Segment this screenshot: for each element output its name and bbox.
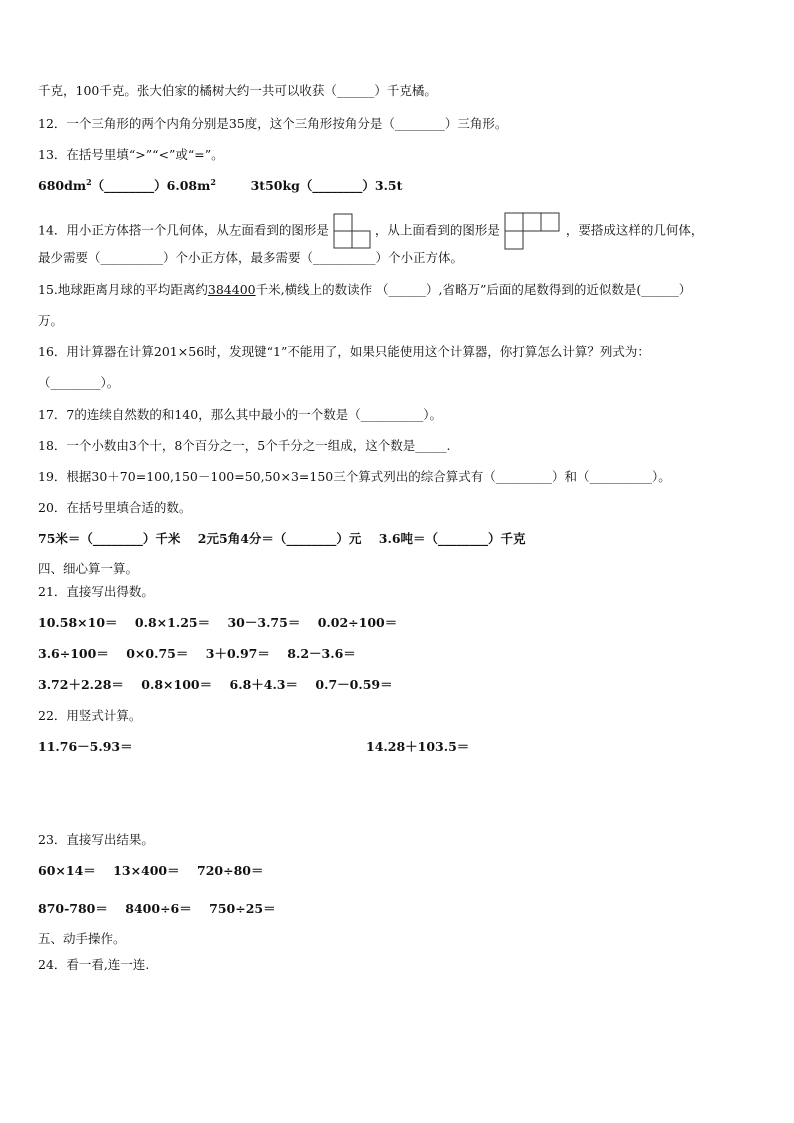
q23-row-1: 60×14＝ 13×400＝ 720÷80＝ xyxy=(38,863,264,878)
q11-continuation: 千克，100千克。张大伯家的橘树大约一共可以收获（______）千克橘。 xyxy=(38,83,437,98)
question-15 xyxy=(38,282,691,298)
question-14 xyxy=(38,212,703,250)
question-13-title: 13．在括号里填“>”“<”或“=”。 xyxy=(38,147,224,162)
question-15-line2: 万。 xyxy=(38,313,64,328)
question-20-items: 75米＝（________）千米 2元5角4分＝（________）元 3.6吨＝（________）千克 xyxy=(38,531,526,546)
q13-a-mid: （________）6.08m xyxy=(91,178,211,193)
q21-row-3: 3.72＋2.28＝ 0.8×100＝ 6.8＋4.3＝ 0.7－0.59＝ xyxy=(38,677,393,692)
top-view-figure xyxy=(504,212,562,250)
question-14-line2: 最少需要（__________）个小正方体，最多需要（__________）个小正方体。 xyxy=(38,250,464,265)
q13-a-left: 680dm xyxy=(38,178,87,193)
q15-text-b: 千米,横线上的数读作 （______）,省略万”后面的尾数得到的近似数是(______） xyxy=(255,282,692,297)
question-24: 24．看一看,连一连. xyxy=(38,957,150,972)
q22-b: 14.28＋103.5＝ xyxy=(366,739,470,754)
q21-row-1: 10.58×10＝ 0.8×1.25＝ 30－3.75＝ 0.02÷100＝ xyxy=(38,615,398,630)
q13-a-sup2: 2 xyxy=(210,176,216,187)
question-16-line2: （________）。 xyxy=(38,375,120,390)
q22-a: 11.76－5.93＝ xyxy=(38,739,133,754)
question-20-title: 20．在括号里填合适的数。 xyxy=(38,500,192,515)
question-17: 17．7的连续自然数的和140，那么其中最小的一个数是（__________）。 xyxy=(38,407,442,422)
q13-b: 3t50kg（________）3.5t xyxy=(250,178,403,193)
question-18: 18．一个小数由3个十，8个百分之一，5个千分之一组成，这个数是_____. xyxy=(38,438,451,453)
section-5-heading: 五、动手操作。 xyxy=(38,931,126,946)
q14-text-a: 14．用小正方体搭一个几何体，从左面看到的图形是 xyxy=(38,222,329,238)
q14-text-b: ，从上面看到的图形是 xyxy=(374,222,500,238)
q15-text-a: 15.地球距离月球的平均距离约 xyxy=(38,282,208,297)
question-19: 19．根据30＋70=100,150－100=50,50×3=150三个算式列出的综合算式有（_________）和（__________）。 xyxy=(38,469,671,484)
q23-row-2: 870-780＝ 8400÷6＝ 750÷25＝ xyxy=(38,901,276,916)
question-22-title: 22．用竖式计算。 xyxy=(38,708,142,723)
question-12: 12．一个三角形的两个内角分别是35度，这个三角形按角分是（________）三角形。 xyxy=(38,116,508,131)
q13-a-sup1: 2 xyxy=(86,176,92,187)
question-21-title: 21．直接写出得数。 xyxy=(38,584,154,599)
left-view-figure xyxy=(333,213,371,249)
q21-row-2: 3.6÷100＝ 0×0.75＝ 3＋0.97＝ 8.2－3.6＝ xyxy=(38,646,356,661)
q15-number: 384400 xyxy=(207,282,256,297)
q14-text-c: ，要搭成这样的几何体， xyxy=(565,222,704,238)
question-16: 16．用计算器在计算201×56时，发现键“1”不能用了，如果只能使用这个计算器，你打算怎么计算？列式为： xyxy=(38,344,650,359)
question-13-items xyxy=(38,178,402,194)
question-23-title: 23．直接写出结果。 xyxy=(38,832,154,847)
section-4-heading: 四、细心算一算。 xyxy=(38,561,139,576)
